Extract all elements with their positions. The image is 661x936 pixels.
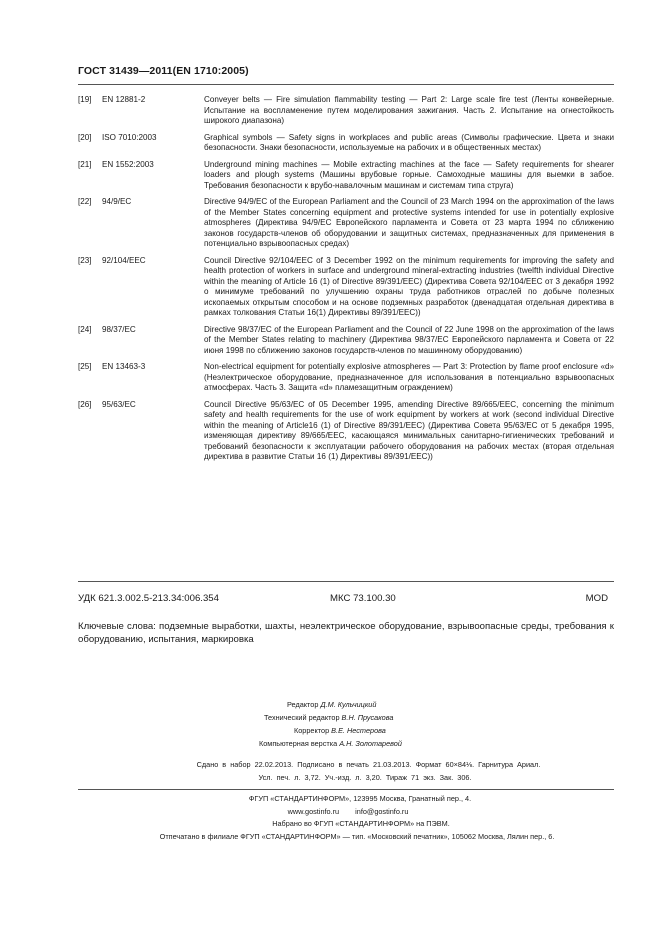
staff-line [78, 724, 614, 737]
staff-role: Технический редактор [264, 713, 340, 722]
reference-description: Council Directive 92/104/EEC of 3 December 1992 on the minimum requirements for improving the safety and health protection of workers in surface and underground mineral-extracting industries (twelfth individual Directive within the meaning of Article 16 (1) of Directive 89/391/EEC) (Директива Совета 92/104/EEC от 3 декабря 1992 о минимуме требований по улучшению охраны труда работников отраслей по добыче полезных ископаемых открытым способом и на основе подземных разработок (двенадцатая отдельная директива в рамках толкования Статьи 16(1) Директивы 89/391/ЕЕС)) [204, 255, 614, 317]
udk-code: УДК 621.3.002.5-213.34:006.354 [78, 593, 219, 604]
staff-credits [78, 698, 614, 750]
reference-description: Conveyer belts — Fire simulation flammability testing — Part 2: Large scale fire test (Ленты конвейерные. Испытание на воспламенение путем моделирования зажигания. Часть 2. Испытание на огнестойкость широкого диапазона) [204, 95, 614, 125]
publisher-line: ФГУП «СТАНДАРТИНФОРМ», 123995 Москва, Гранатный пер., 4. [248, 794, 472, 803]
header-divider [78, 84, 614, 85]
reference-number: [19] [78, 95, 92, 104]
publisher-line: Набрано во ФГУП «СТАНДАРТИНФОРМ» на ПЭВМ. [272, 819, 450, 828]
publisher-contacts: www.gostinfo.ru info@gostinfo.ru [287, 806, 409, 816]
modification-mark: MOD [585, 593, 608, 604]
reference-description: Directive 94/9/EC of the European Parliament and the Council of 23 March 1994 on the approximation of the laws of the Member States concerning equipment and protective systems intended for use in potentially explosive atmospheres (Директива 94/9/ЕС Европейского парламента и Совета от 23 марта 1994 по сближению законов государств-членов об оборудовании и защитных системах, предназначенных для применения в потенциально взрывоопасных средах) [204, 197, 614, 248]
reference-number: [20] [78, 132, 92, 142]
reference-item [78, 362, 614, 394]
staff-name: А.Н. Золотаревой [339, 739, 402, 748]
reference-code: 94/9/EC [102, 197, 132, 206]
reference-description: Non-electrical equipment for potentially explosive atmospheres — Part 3: Protection by flame proof enclosure «d» (Неэлектрическое оборудование, предназначенное для использования в потенциально взрывоопасных атмосферах. Часть 3. Защита «d» пламезащитным ограждением) [204, 362, 614, 392]
print-details [78, 758, 614, 784]
reference-description: Directive 98/37/EC of the European Parliament and the Council of 22 June 1998 on the approximation of the laws of the Member States relating to machinery (Директива 98/37/ЕС Европейского парламента и Совета от 22 июня 1998 по сближению законов государств-членов по машинному оборудованию) [204, 324, 614, 355]
keywords: Ключевые слова: подземные выработки, шахты, неэлектрическое оборудование, взрывоопасные среды, требования к оборудованию, испытания, маркировка [78, 621, 614, 645]
references-list [78, 95, 614, 469]
mks-code: МКС 73.100.30 [330, 593, 396, 604]
staff-name: В.Е. Нестерова [331, 726, 386, 735]
publisher-info [78, 793, 614, 843]
staff-role: Компьютерная верстка [259, 739, 338, 748]
page-header: ГОСТ 31439—2011(EN 1710:2005) [78, 65, 249, 77]
reference-description: Underground mining machines — Mobile extracting machines at the face — Safety requirements for shearer loaders and plough systems (Машины врубовые горные. Самоходные машины для выемки в забое. Требования безопасности к врубо-навалочным машинам и системам типа струга) [204, 159, 614, 190]
staff-role: Редактор [287, 700, 319, 709]
reference-item [78, 325, 614, 357]
reference-item [78, 160, 614, 192]
reference-number: [22] [78, 197, 92, 206]
reference-description: Graphical symbols — Safety signs in workplaces and public areas (Символы графические. Цвета и знаки безопасности. Знаки безопасности, используемые на рабочих и в общественных местах) [204, 132, 614, 152]
reference-item [78, 133, 614, 154]
reference-item [78, 95, 614, 127]
reference-number: [24] [78, 324, 92, 334]
print-line: Усл. печ. л. 3,72. Уч.-изд. л. 3,20. Тираж 71 экз. Зак. 306. [258, 773, 472, 782]
reference-code: EN 13463-3 [102, 362, 146, 371]
reference-number: [25] [78, 362, 92, 371]
reference-number: [21] [78, 159, 92, 169]
reference-code: 95/63/EC [102, 399, 136, 409]
staff-role: Корректор [294, 726, 330, 735]
staff-name: Д.М. Кульчицкий [320, 700, 377, 709]
reference-number: [26] [78, 399, 92, 409]
reference-code: 92/104/EEC [102, 255, 146, 265]
reference-code: EN 1552:2003 [102, 159, 154, 169]
print-line: Сдано в набор 22.02.2013. Подписано в печать 21.03.2013. Формат 60×84⅛. Гарнитура Ариал. [196, 760, 541, 769]
publisher-divider [78, 789, 614, 790]
reference-item [78, 197, 614, 250]
reference-number: [23] [78, 255, 92, 265]
reference-item [78, 400, 614, 463]
reference-code: 98/37/EC [102, 324, 136, 334]
publisher-line: Отпечатано в филиале ФГУП «СТАНДАРТИНФОРМ» — тип. «Московский печатник», 105062 Москва, Лялин пер., 6. [159, 831, 555, 841]
classification-row [78, 593, 608, 605]
staff-name: В.Н. Прусакова [341, 713, 394, 722]
reference-code: ISO 7010:2003 [102, 132, 157, 142]
reference-item [78, 256, 614, 319]
staff-line [78, 737, 614, 750]
reference-description: Council Directive 95/63/EC of 05 December 1995, amending Directive 89/665/EEC, concerning the minimum safety and health requirements for the use of work equipment by workers at work (second individual Directive within the meaning of Article16 (1) of Directive 89/391/EEC) (Директива Совета 95/63/ЕС от 5 декабря 1995, изменяющая директиву 89/665/ЕЕС, касающаяся минимальных санитарно-гигиенических требований и требований безопасности к эксплуатации рабочего оборудования на рабочих местах (вторая отдельная директива в развитие Статьи 16 (1) Директивы 89/391/ЕЕС)) [204, 399, 614, 461]
meta-divider [78, 581, 614, 582]
staff-line [78, 698, 614, 711]
staff-line [78, 711, 614, 724]
reference-code: EN 12881-2 [102, 95, 146, 104]
